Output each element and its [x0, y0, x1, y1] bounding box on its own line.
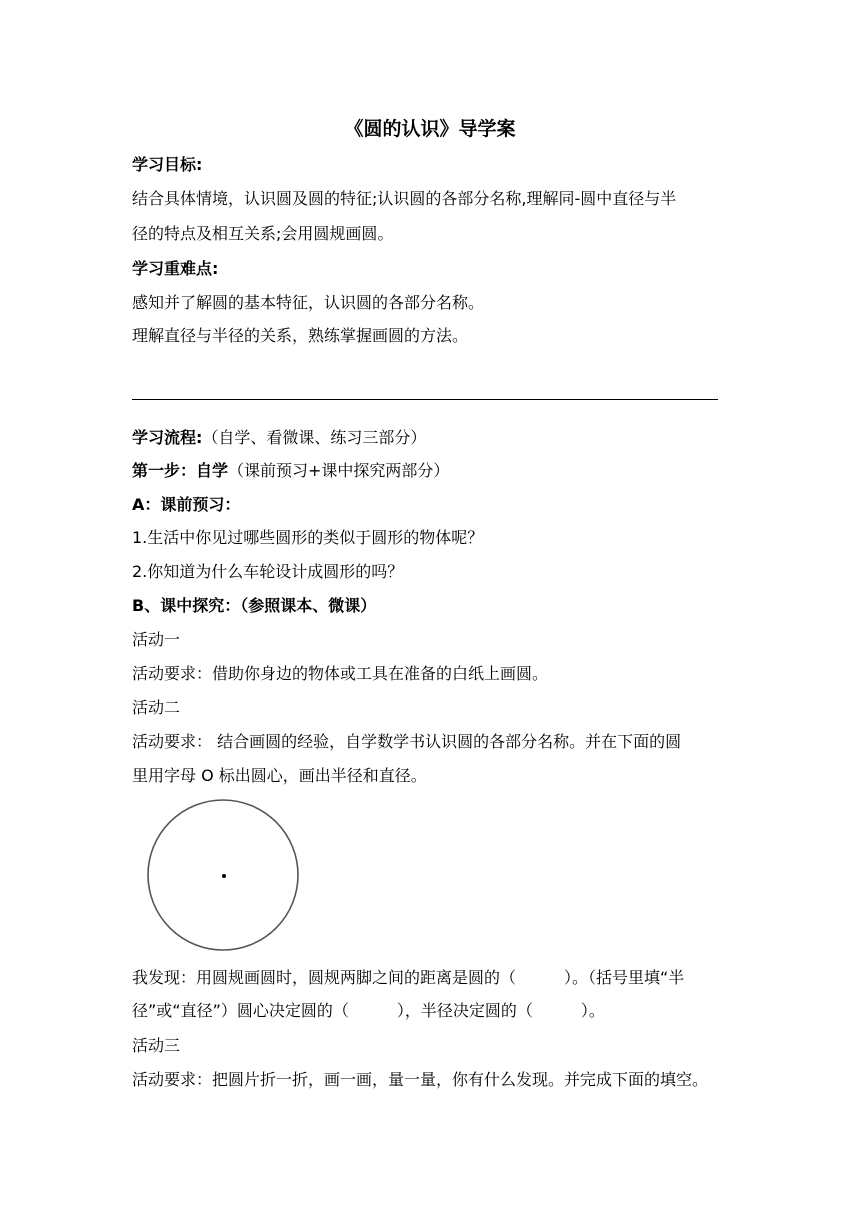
section-divider [132, 399, 718, 400]
activity2-requirement-line2: 里用字母 O 标出圆心，画出半径和直径。 [132, 766, 427, 785]
preview-question-2: 2.你知道为什么车轮设计成圆形的吗？ [132, 562, 404, 581]
key-points-line1: 感知并了解圆的基本特征，认识圆的各部分名称。 [132, 293, 485, 312]
key-points-heading: 学习重难点: [132, 259, 219, 278]
process-heading: 学习流程: [132, 428, 203, 447]
activity2-requirement-line1: 活动要求： 结合画圆的经验，自学数学书认识圆的各部分名称。并在下面的圆 [132, 732, 682, 751]
finding-line2: 径”或“直径”）圆心决定圆的（ ），半径决定圆的（ ）。 [132, 1001, 605, 1020]
step1-heading: 第一步：自学 [132, 461, 229, 480]
goals-text-line1: 结合具体情境，认识圆及圆的特征;认识圆的各部分名称,理解同-圆中直径与半 [132, 189, 677, 208]
activity3-label: 活动三 [132, 1036, 181, 1055]
activity1-label: 活动一 [132, 630, 181, 649]
page-title: 《圆的认识》导学案 [344, 118, 516, 140]
goals-heading: 学习目标: [132, 155, 203, 174]
preview-heading: A：课前预习： [132, 495, 241, 514]
goals-text-line2: 径的特点及相互关系;会用圆规画圆。 [132, 224, 394, 243]
activity3-requirement: 活动要求：把圆片折一折，画一画，量一量，你有什么发现。并完成下面的填空。 [132, 1070, 709, 1089]
finding-line1: 我发现：用圆规画圆时，圆规两脚之间的距离是圆的（ ）。（括号里填“半 [132, 968, 685, 987]
process-note: （自学、看微课、练习三部分） [202, 428, 427, 447]
explore-heading: B、课中探究：（参照课本、微课） [132, 596, 377, 615]
activity2-label: 活动二 [132, 698, 181, 717]
activity1-requirement: 活动要求：借助你身边的物体或工具在准备的白纸上画圆。 [132, 664, 549, 683]
preview-question-1: 1.生活中你见过哪些圆形的类似于圆形的物体呢？ [132, 528, 484, 547]
step1-note: （课前预习+课中探究两部分） [228, 461, 450, 480]
circle-center-dot [222, 874, 226, 878]
circle-diagram [146, 798, 300, 952]
circle-figure [146, 798, 300, 952]
step1-line [132, 461, 449, 481]
key-points-line2: 理解直径与半径的关系，熟练掌握画圆的方法。 [132, 326, 469, 345]
process-line [132, 428, 426, 448]
